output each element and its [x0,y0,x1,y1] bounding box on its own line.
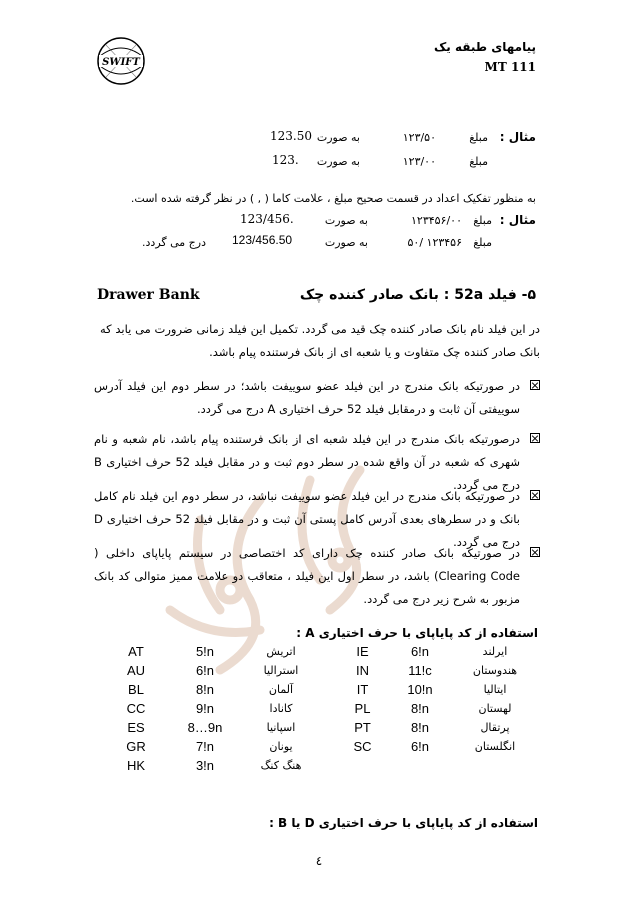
example-label: مثال : [499,130,536,144]
clearing-format: 8!n [410,701,430,716]
table-row [335,737,540,756]
clearing-format: 6!n [410,644,430,659]
as-text: به صورت [316,131,360,144]
clearing-format: 8!n [410,720,430,735]
table-row [107,718,317,737]
section-english-title: Drawer Bank [97,287,200,303]
country-name: کانادا [269,702,293,715]
country-name: لهستان [478,702,512,715]
clearing-format: 11!c [408,663,432,678]
country-code: AU [126,663,146,678]
country-name: ایتالیا [483,683,507,696]
clearing-bd-heading: استفاده از کد پایاپای با حرف اختیاری D یا B : [269,816,538,830]
country-name: پرتقال [480,721,510,734]
table-row [335,642,540,661]
checkbox-icon [530,433,540,443]
table-row [335,699,540,718]
table-row [107,756,317,775]
example-label: مثال : [499,213,536,227]
amount-word: مبلغ [469,155,488,168]
list-item [94,542,540,611]
amount-value: ۱۲۳۴۵۶/۰۰ [411,214,462,227]
formatted-value: 123.50 [270,129,312,143]
country-code: IE [356,644,369,659]
list-item [94,375,540,421]
country-name: هنگ کنگ [260,759,302,772]
country-code: PT [354,720,371,735]
country-code: GR [126,739,146,754]
country-code: HK [126,758,146,773]
clearing-format: 8…9n [187,720,223,735]
table-row [107,737,317,756]
country-name: ایرلند [482,645,508,658]
insertion-note: درج می گردد. [142,236,206,249]
swift-logo [96,36,146,86]
formatted-value: 123. [272,153,299,167]
amount-word: مبلغ [469,131,488,144]
table-row [335,661,540,680]
clearing-format: 6!n [410,739,430,754]
as-text: به صورت [324,214,368,227]
country-code: ES [127,720,145,735]
checkbox-icon [530,380,540,390]
table-row [107,680,317,699]
table-row [335,718,540,737]
country-code: IT [356,682,369,697]
clearing-format: 6!n [195,663,215,678]
list-item-text: در صورتیکه بانک صادر کننده چک دارای کد اختصاصی در سیستم پایاپای داخلی ( Clearing Code) باشد، در سطر اول این فیلد ، متعاقب دو علامت ممیز متوالی کد بانک مزبور به شرح زیر درج می گردد. [94,546,520,606]
checkbox-icon [530,490,540,500]
amount-value: ۱۲۳/۰۰ [402,155,436,168]
table-row [107,661,317,680]
formatted-value: 123/456.50 [232,233,293,247]
clearing-format: 9!n [195,701,215,716]
country-code: IN [356,663,369,678]
country-name: یونان [269,740,293,753]
country-name: آلمان [268,683,294,696]
section-intro: در این فیلد نام بانک صادر کننده چک قید می گردد. تکمیل این فیلد زمانی ضرورت می یابد که بانک صادر کننده چک متفاوت و یا شعبه ای از بانک فرستنده پیام باشد. [100,322,540,359]
list-item-text: درصورتیکه بانک مندرج در این فیلد شعبه ای از بانک فرستنده پیام باشد، نام شعبه و نام شهری که شعبه در آن واقع شده در سطر دوم ثبت و در مقابل فیلد 52 حرف اختیاری B درج می گردد. [94,432,520,492]
clearing-format: 5!n [195,644,215,659]
table-row [107,642,317,661]
clearing-a-heading: استفاده از کد پایاپای با حرف اختیاری A : [296,626,538,640]
amount-word: مبلغ [473,214,492,227]
country-code: SC [353,739,372,754]
checkbox-icon [530,547,540,557]
document-title: پیامهای طبقه یک [433,40,536,54]
country-name: استرالیا [263,664,299,677]
clearing-format: 3!n [195,758,215,773]
section-title: ۵- فیلد 52a : بانک صادر کننده چک [299,287,536,303]
list-item-text: در صورتیکه بانک مندرج در این فیلد عضو سوییفت باشد؛ در سطر دوم این فیلد آدرس سوییفتی آن ثابت و درمقابل فیلد 52 حرف اختیاری A درج می گردد. [94,379,520,416]
country-code: CC [126,701,146,716]
table-row [335,680,540,699]
country-code: PL [354,701,371,716]
list-item-text: در صورتیکه بانک مندرج در این فیلد عضو سوییفت نباشد، در سطر دوم این فیلد نام کامل بانک و در سطرهای بعدی آدرس کامل پستی آن ثبت و در مقابل فیلد 52 حرف اختیاری D درج می گردد. [94,489,520,549]
country-code: BL [128,682,144,697]
clearing-table-right [335,642,540,756]
table-row [107,699,317,718]
message-type-code: MT 111 [484,60,536,74]
country-code: AT [128,644,144,659]
logo-text: SWIFT [102,57,140,68]
formatted-value: 123/456. [240,212,294,226]
country-name: هندوستان [472,664,518,677]
country-name: انگلستان [474,740,516,753]
amount-value: ۱۲۳/۵۰ [402,131,436,144]
clearing-format: 10!n [407,682,433,697]
page-number: ٤ [315,854,323,868]
separator-note: به منظور تفکیک اعداد در قسمت صحیح مبلغ ، علامت کاما ( , ) در نظر گرفته شده است. [130,192,536,205]
as-text: به صورت [324,236,368,249]
as-text: به صورت [316,155,360,168]
clearing-format: 7!n [195,739,215,754]
clearing-table-left [107,642,317,775]
country-name: اتریش [266,645,296,658]
clearing-format: 8!n [195,682,215,697]
country-name: اسپانیا [266,721,296,734]
amount-word: مبلغ [473,236,492,249]
amount-value: ۱۲۳۴۵۶ /۵۰ [407,236,462,249]
